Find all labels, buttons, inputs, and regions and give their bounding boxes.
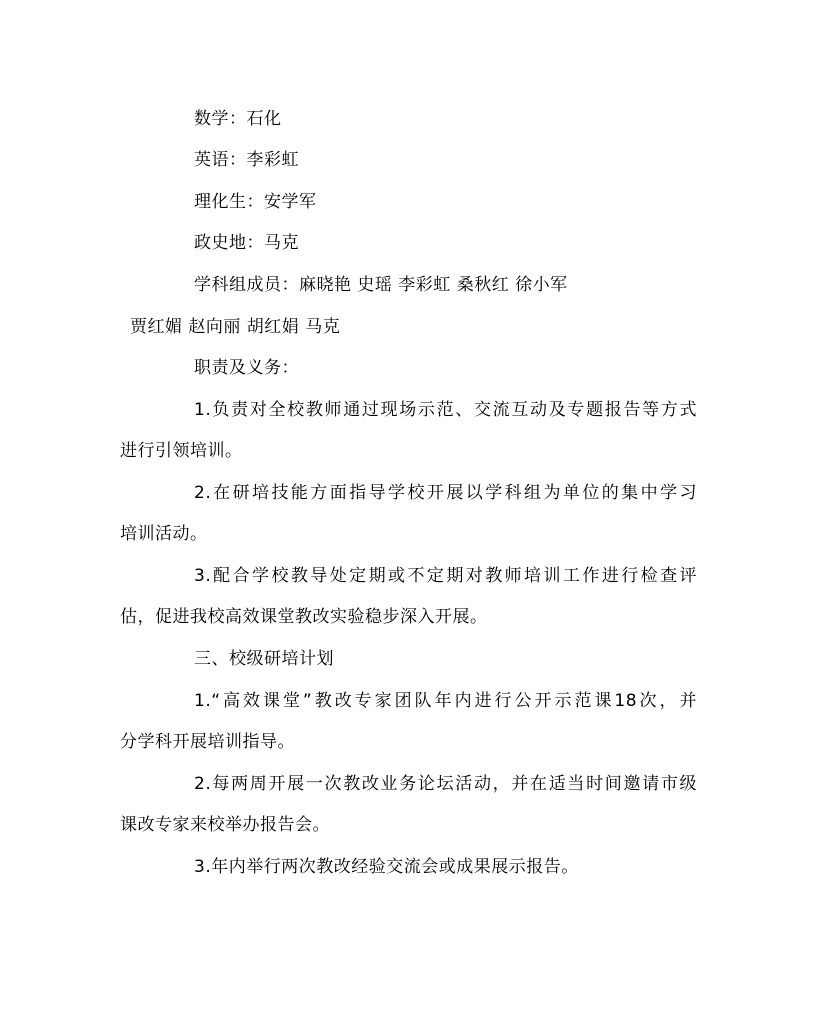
plan-2-line-1: 2.每两周开展一次教改业务论坛活动，并在适当时间邀请市级 bbox=[194, 774, 697, 794]
subject-math: 数学：石化 bbox=[194, 109, 282, 129]
plan-1-line-1: 1.“高效课堂”教改专家团队年内进行公开示范课18次，并 bbox=[194, 691, 697, 711]
subject-science: 理化生：安学军 bbox=[194, 192, 317, 212]
members-line-1: 学科组成员：麻晓艳 史瑶 李彩虹 桑秋红 徐小军 bbox=[194, 275, 568, 295]
section-heading-plan: 三、校级研培计划 bbox=[194, 649, 334, 669]
duty-1-line-1: 1.负责对全校教师通过现场示范、交流互动及专题报告等方式 bbox=[194, 400, 697, 420]
subject-humanities: 政史地：马克 bbox=[194, 233, 299, 253]
members-line-2: 贾红媚 赵向丽 胡红娟 马克 bbox=[130, 317, 341, 337]
duties-heading: 职责及义务： bbox=[194, 358, 299, 378]
duty-1-line-2: 进行引领培训。 bbox=[120, 441, 243, 461]
plan-1-line-2: 分学科开展培训指导。 bbox=[120, 732, 295, 752]
duty-2-line-2: 培训活动。 bbox=[120, 524, 208, 544]
plan-2-line-2: 课改专家来校举办报告会。 bbox=[120, 815, 330, 835]
plan-3-line-1: 3.年内举行两次教改经验交流会或成果展示报告。 bbox=[194, 857, 579, 877]
subject-english: 英语：李彩虹 bbox=[194, 150, 299, 170]
duty-3-line-1: 3.配合学校教导处定期或不定期对教师培训工作进行检查评 bbox=[194, 566, 697, 586]
duty-3-line-2: 估，促进我校高效课堂教改实验稳步深入开展。 bbox=[120, 607, 488, 627]
duty-2-line-1: 2.在研培技能方面指导学校开展以学科组为单位的集中学习 bbox=[194, 483, 697, 503]
